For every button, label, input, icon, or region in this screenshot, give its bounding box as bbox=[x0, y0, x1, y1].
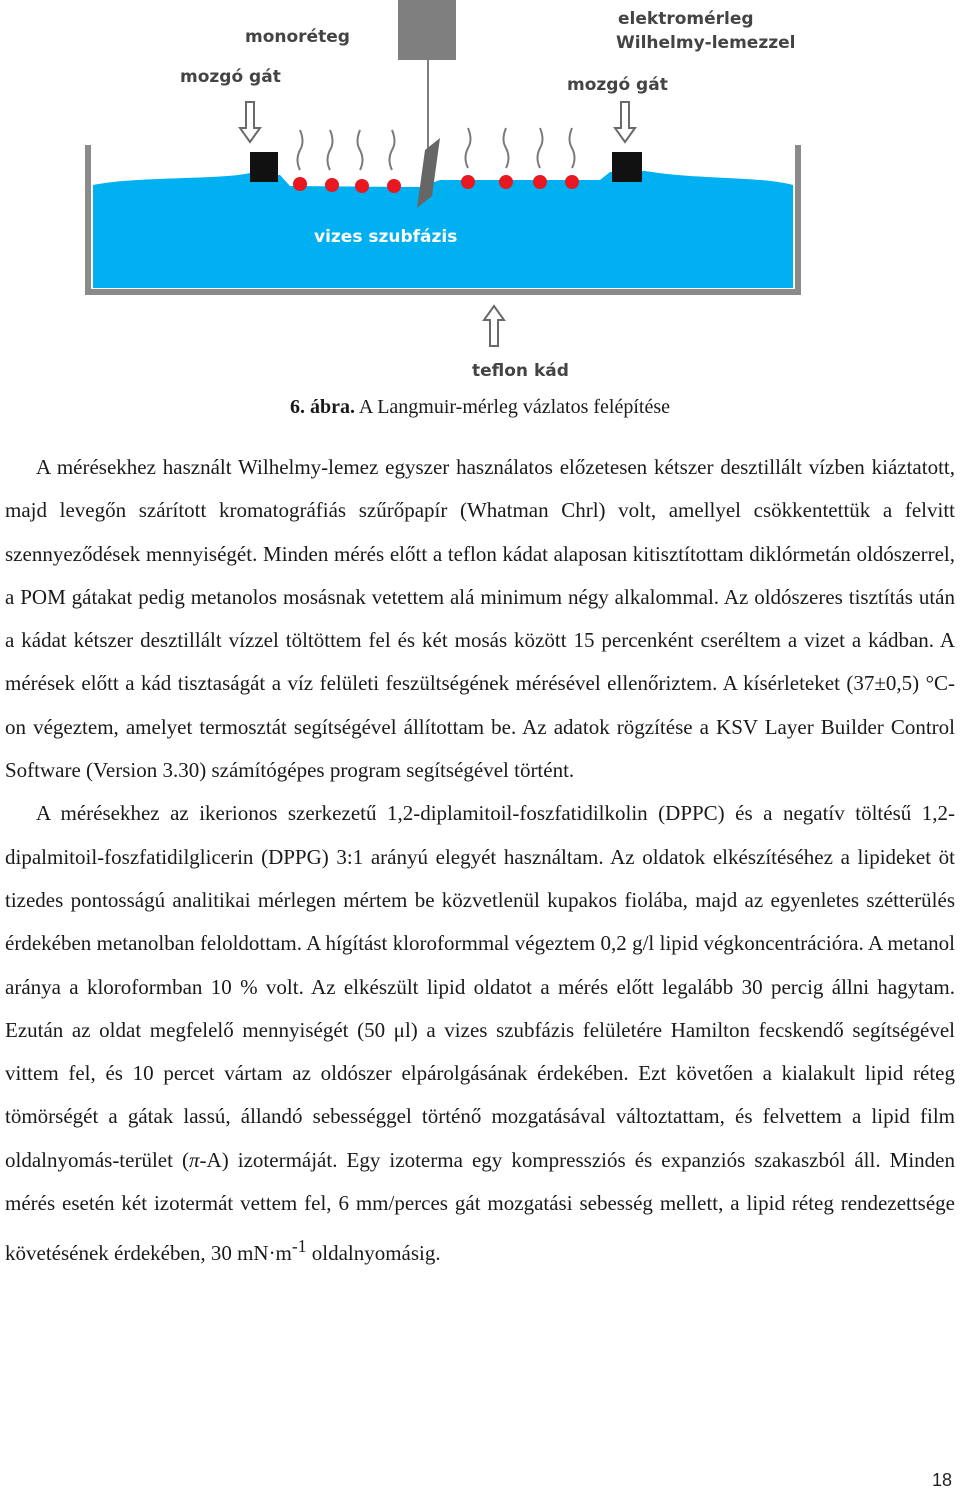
balance-label-line1: elektromérleg bbox=[618, 9, 754, 29]
text-span: oldalnyomásig. bbox=[306, 1241, 441, 1266]
langmuir-trough-figure bbox=[0, 0, 960, 390]
left-barrier-label: mozgó gát bbox=[180, 67, 281, 87]
text-span: A mérések előtt a kád tisztaságát a víz felületi feszültségének mérésével ellenőriztem. bbox=[5, 628, 955, 696]
arrow-up-trough bbox=[484, 306, 504, 346]
right-barrier bbox=[612, 152, 642, 182]
lipid-molecule bbox=[461, 128, 475, 189]
text-span: Az oldatok elkészítéséhez a lipideket öt tizedes pontosságú analitikai mérlegen mértem be közvetlenül kupakos fiolába, majd az egyenletes szétterülés érdekében metanolban feloldottam. A hígítást kloroformmal végeztem 0,2 g/l lipid végkoncentrációra. A metanol aránya a kloroformban 10 % volt. bbox=[5, 844, 956, 999]
text-span: -A) izotermáját. Egy izoterma egy kompressziós és expanziós szakaszból áll. Minden mérés esetén két izotermát vettem fel, 6 mm/perces gát mozgatási sebesség mellett, a lipid réteg rendezettsége követésének érdekében, 30 mN·m bbox=[5, 1147, 955, 1266]
right-barrier-label: mozgó gát bbox=[567, 75, 668, 95]
monolayer-label: monoréteg bbox=[245, 27, 350, 47]
text-span: A mérésekhez használt Wilhelmy-lemez egyszer használatos előzetesen kétszer desztillált vízben kiáztatott, majd levegőn szárított kromatográfiás szűrőpapír (Whatman Chrl) volt, amellyel csökkentettük a felvitt szennyeződések mennyiségét. bbox=[5, 455, 955, 566]
page-number: 18 bbox=[931, 1470, 952, 1490]
pi-symbol: π bbox=[189, 1147, 200, 1172]
text-span: Minden mérés előtt a teflon kádat alaposan kitisztítottam diklórmetán oldószerrel, a POM gátakat pedig metanolos mosásnak vetettem alá minimum négy alkalommal. bbox=[5, 541, 955, 609]
text-span: A mérésekhez az ikerionos szerkezetű 1,2-diplamitoil-foszfatidilkolin (DPPC) és a negatív töltésű 1,2-dipalmitoil-foszfatidilglicerin (DPPG) 3:1 arányú elegyét használtam. bbox=[5, 801, 955, 869]
figure-caption-text: A Langmuir-mérleg vázlatos felépítése bbox=[354, 396, 671, 418]
lipid-molecule bbox=[533, 128, 547, 189]
left-barrier bbox=[250, 152, 278, 182]
text-span: Az oldószeres tisztítás után a kádat kétszer desztillált vízzel töltöttem fel és két mosás között 15 percenként cseréltem a vizet a kádban. bbox=[5, 584, 955, 653]
text-span: Az elkészült lipid oldatot a mérés előtt legalább 30 percig állni hagytam. Ezután az oldat megfelelő mennyiségét (50 μl) a vizes szubfázis felületére Hamilton fecskendő segítségével vittem fel, és 10 percet vártam az oldószer elpárolgásának érdekében. Ezt követően a kialakult lipid réteg tömörségét a gátak lassú, állandó sebességgel történő mozgatásával változtattam, és felvettem a lipid film oldalnyomás-terület ( bbox=[5, 974, 955, 1172]
arrow-down-right bbox=[615, 102, 635, 142]
text-span: A kísérleteket (37±0,5) °C-on végeztem, amelyet termosztát segítségével állítottam be. Az adatok rögzítése a KSV Layer Builder Control Software (Version 3.30) számítógépes program segítségével történt. bbox=[5, 671, 955, 783]
lipid-molecule bbox=[325, 130, 339, 192]
lipid-molecule bbox=[355, 130, 369, 193]
paragraph bbox=[5, 792, 955, 1275]
lipid-molecule bbox=[565, 128, 579, 189]
balance-label-line2: Wilhelmy-lemezzel bbox=[616, 33, 796, 53]
lipid-molecule bbox=[499, 128, 513, 189]
paragraph bbox=[5, 446, 955, 792]
superscript: -1 bbox=[291, 1236, 307, 1257]
figure-number: 6. ábra. bbox=[289, 396, 355, 418]
lipid-molecule bbox=[293, 130, 307, 191]
lipid-molecule bbox=[387, 130, 401, 193]
subphase-label: vizes szubfázis bbox=[314, 227, 458, 247]
arrow-down-left bbox=[240, 102, 260, 142]
electrobalance-box bbox=[398, 0, 456, 60]
body-text bbox=[5, 446, 955, 1276]
figure-caption bbox=[0, 396, 960, 419]
trough-label: teflon kád bbox=[472, 361, 569, 381]
